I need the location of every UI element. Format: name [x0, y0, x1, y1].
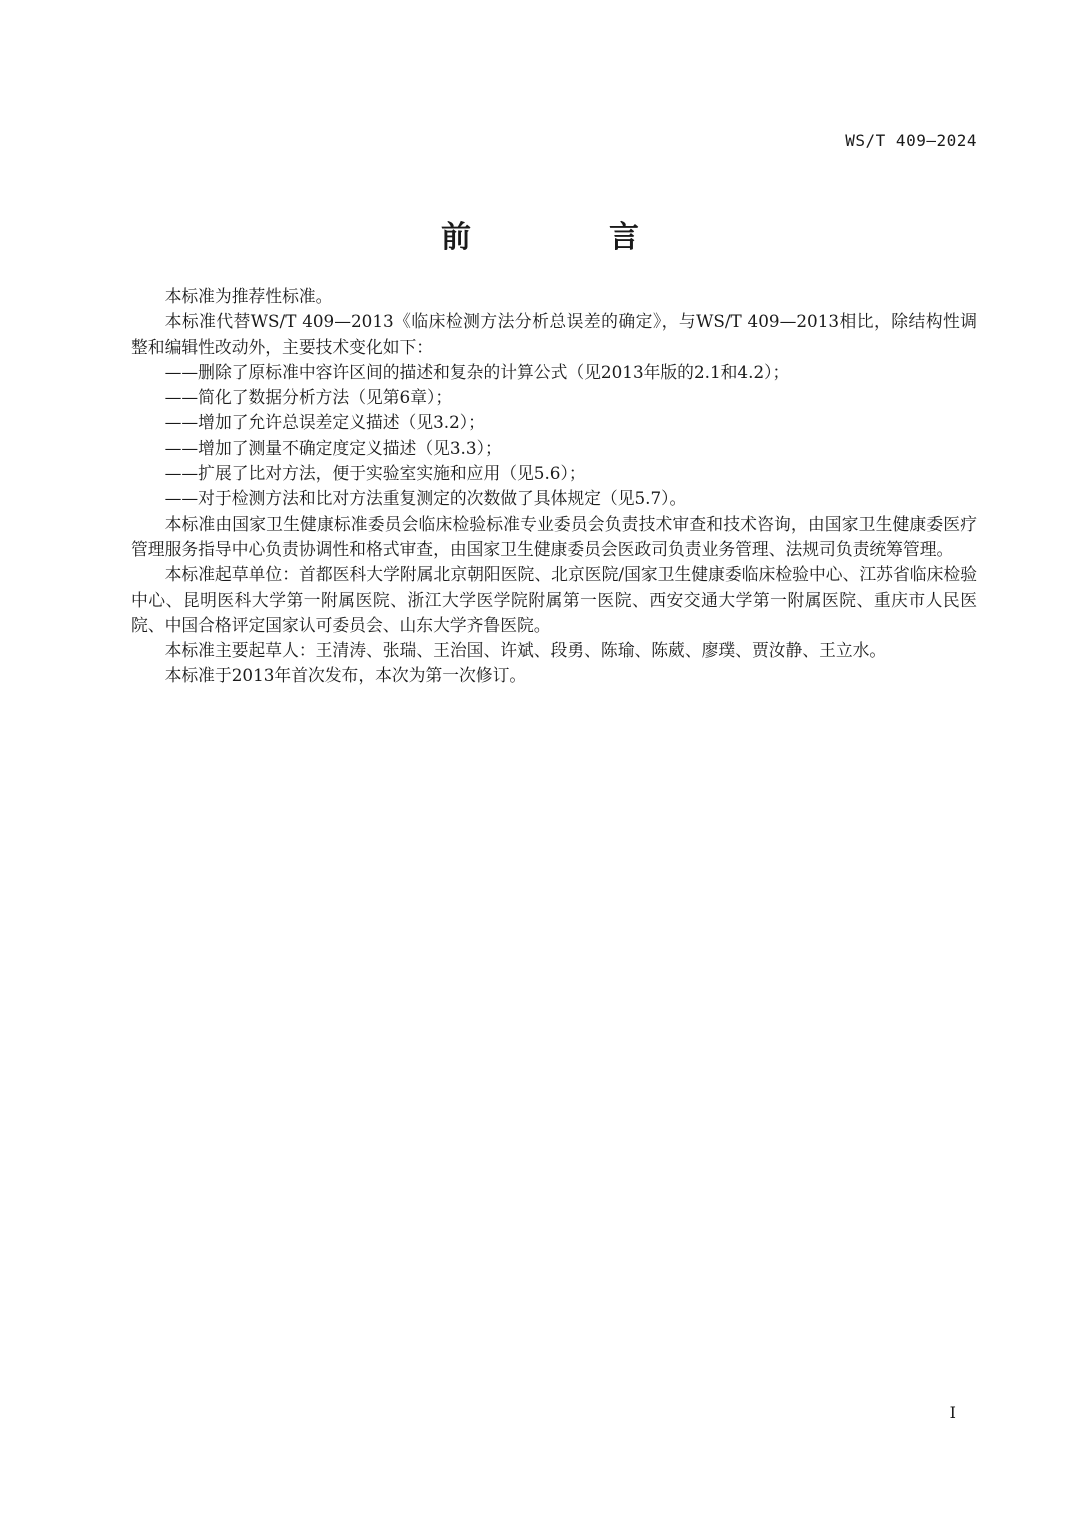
paragraph-main-drafters: 本标准主要起草人：王清涛、张瑞、王治国、许斌、段勇、陈瑜、陈葳、廖璞、贾汝静、王立水。 [164, 640, 887, 661]
paragraph-recommended-standard: 本标准为推荐性标准。 [164, 286, 333, 306]
change-item: ——增加了测量不确定度定义描述（见3.3）； [164, 437, 502, 458]
page-number: I [949, 1403, 956, 1422]
change-item: ——简化了数据分析方法（见第6章）； [164, 387, 453, 408]
change-item: ——增加了允许总误差定义描述（见3.2）； [164, 412, 485, 433]
document-body [131, 284, 977, 689]
change-item: ——扩展了比对方法，便于实验室实施和应用（见5.6）； [164, 463, 586, 484]
page-title: 前 言 [441, 220, 693, 255]
paragraph-replacement-note: 本标准代替WS/T 409—2013《临床检测方法分析总误差的确定》，与WS/T 409—2013相比，除结构性调整和编辑性改动外，主要技术变化如下： [131, 311, 977, 357]
change-item: ——删除了原标准中容许区间的描述和复杂的计算公式（见2013年版的2.1和4.2）； [164, 361, 790, 382]
standard-code: WS/T 409—2024 [845, 131, 977, 150]
change-item: ——对于检测方法和比对方法重复测定的次数做了具体规定（见5.7）。 [164, 488, 687, 509]
paragraph-drafting-units: 本标准起草单位：首都医科大学附属北京朝阳医院、北京医院/国家卫生健康委临床检验中心、江苏省临床检验中心、昆明医科大学第一附属医院、浙江大学医学院附属第一医院、西安交通大学第一附属医院、重庆市人民医院、中国合格评定国家认可委员会、山东大学齐鲁医院。 [131, 564, 977, 635]
paragraph-review-responsibility: 本标准由国家卫生健康标准委员会临床检验标准专业委员会负责技术审查和技术咨询，由国家卫生健康委医疗管理服务指导中心负责协调性和格式审查，由国家卫生健康委员会医政司负责业务管理、法规司负责统筹管理。 [131, 513, 977, 559]
paragraph-publication-history: 本标准于2013年首次发布，本次为第一次修订。 [164, 665, 527, 686]
